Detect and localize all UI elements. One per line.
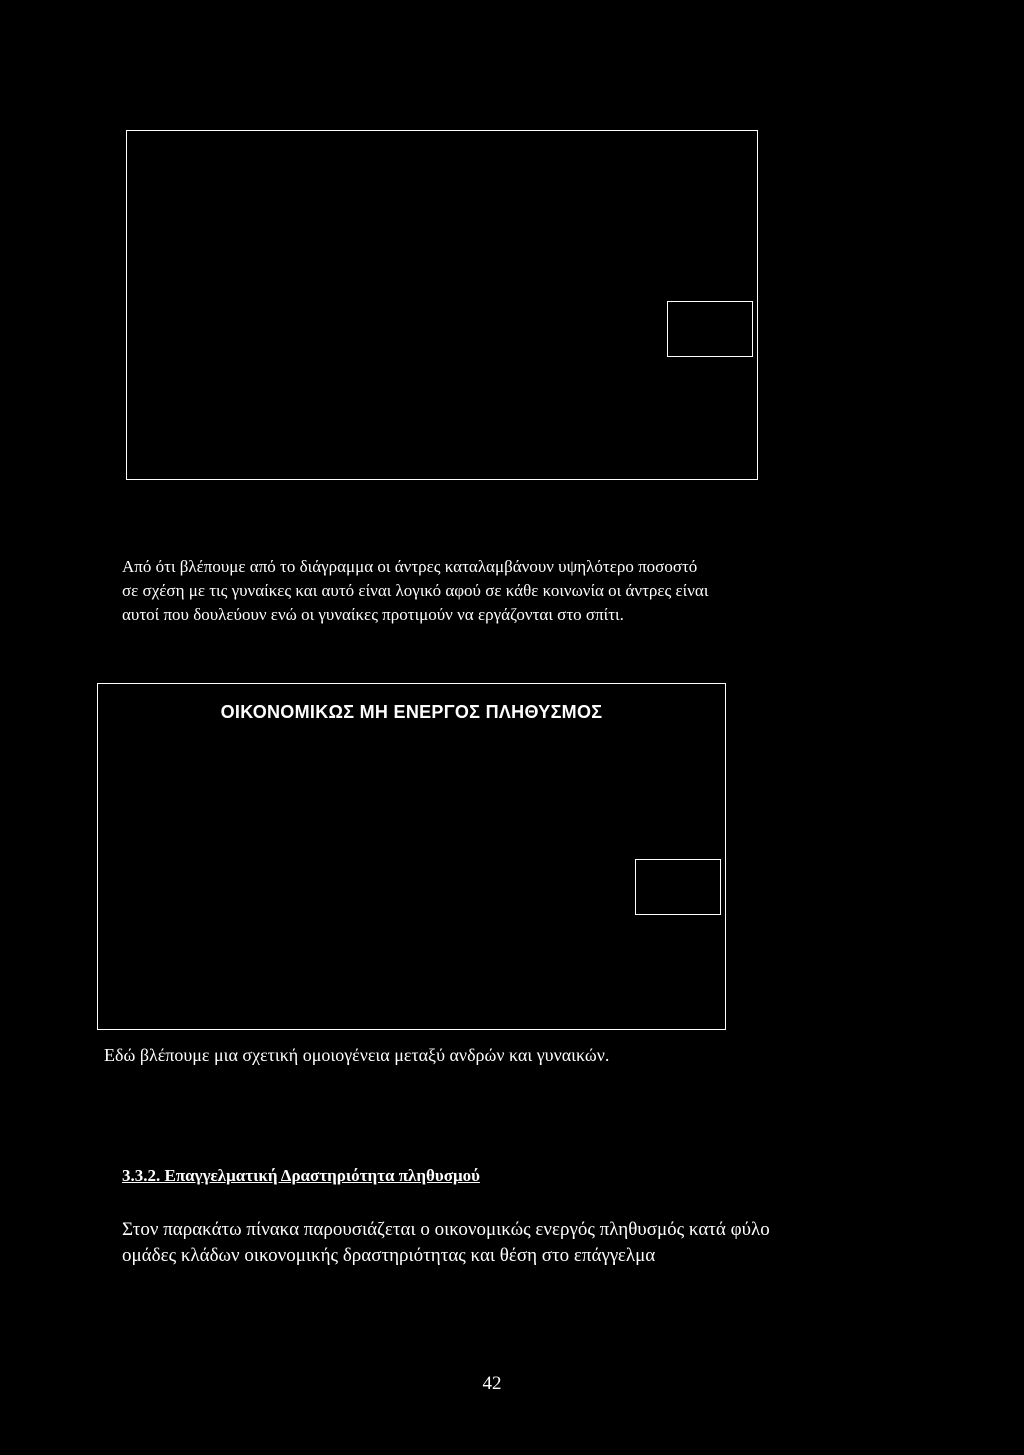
paragraph-2 <box>122 1217 922 1269</box>
paragraph-1-line-1: Από ότι βλέπουμε από το διάγραμμα οι άντρες καταλαμβάνουν υψηλότερο ποσοστό <box>122 557 698 576</box>
chart-frame-1 <box>126 130 758 480</box>
page-number: 42 <box>482 1373 502 1394</box>
chart-frame-2 <box>97 683 726 1030</box>
paragraph-2-line-2: ομάδες κλάδων οικονομικής δραστηριότητας και θέση στο επάγγελμα <box>122 1245 656 1266</box>
chart-2-caption: Εδώ βλέπουμε μια σχετική ομοιογένεια μεταξύ ανδρών και γυναικών. <box>104 1045 610 1065</box>
chart-2-legend-box <box>635 859 721 915</box>
chart-1-legend-box <box>667 301 753 357</box>
paragraph-1 <box>122 555 862 627</box>
paragraph-1-line-3: αυτοί που δουλεύουν ενώ οι γυναίκες προτιμούν να εργάζονται στο σπίτι. <box>122 605 624 624</box>
paragraph-1-line-2: σε σχέση με τις γυναίκες και αυτό είναι λογικό αφού σε κάθε κοινωνία οι άντρες είναι <box>122 581 709 600</box>
chart-2-title: ΟΙΚΟΝΟΜΙΚΩΣ ΜΗ ΕΝΕΡΓΟΣ ΠΛΗΘΥΣΜΟΣ <box>220 702 603 722</box>
section-heading: 3.3.2. Επαγγελματική Δραστηριότητα πληθυσμού <box>122 1166 480 1185</box>
paragraph-2-line-1: Στον παρακάτω πίνακα παρουσιάζεται ο οικονομικώς ενεργός πληθυσμός κατά φύλο <box>122 1219 770 1240</box>
